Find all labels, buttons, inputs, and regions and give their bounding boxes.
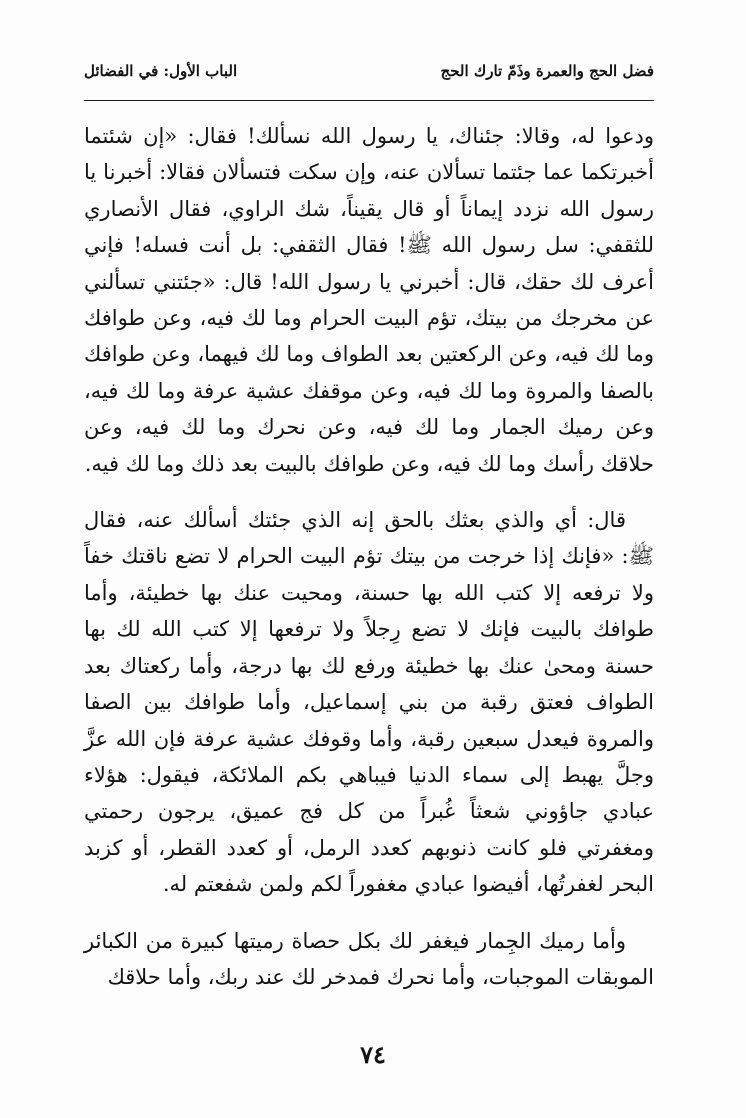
chapter-title: الباب الأول: في الفضائل <box>84 62 238 80</box>
page-number: ٧٤ <box>360 1040 386 1069</box>
paragraph-2: قال: أي والذي بعثك بالحق إنه الذي جئتك أسألك عنه، فقال ﷺ: «فإنك إذا خرجت من بيتك تؤم البيت الحرام لا تضع ناقتك خفاً ولا ترفعه إلا كتب الله بها حسنة، ومحيت عنك بها خطيئة، وأما طوافك بالبيت فإنك لا تضع رِجلاً ولا ترفعها إلا كتب الله لك بها حسنة ومحىٰ عنك بها خطيئة ورفع لك بها درجة، وأما ركعتاك بعد الطواف فعتق رقبة من بني إسماعيل، وأما طوافك بين الصفا والمروة فيعدل سبعين رقبة، وأما وقوفك عشية عرفة فإن الله عزَّ وجلَّ يهبط إلى سماء الدنيا فيباهي بكم الملائكة، فيقول: هؤلاء عبادي جاؤوني شعثاً غُبراً من كل فج عميق، يرجون رحمتي ومغفرتي فلو كانت ذنوبهم كعدد الرمل، أو كعدد القطر، أو كزبد البحر لغفرتُها، أفيضوا عبادي مغفوراً لكم ولمن شفعتم له. <box>84 508 654 897</box>
book-title: فضل الحج والعمرة وذَمّ تارك الحج <box>440 62 654 80</box>
paragraph-spacer <box>84 482 654 502</box>
running-header <box>84 58 654 92</box>
paragraph-3: وأما رميك الجِمار فيغفر لك بكل حصاة رميتها كبيرة من الكبائر الموبقات الموجبات، وأما نحرك فمدخر لك عند ربك، وأما حلاقك <box>84 928 654 989</box>
header-divider <box>84 100 654 101</box>
main-text <box>84 118 654 995</box>
paragraph-1: ودعوا له، وقالا: جئناك، يا رسول الله نسألك! فقال: «إن شئتما أخبرتكما عما جئتما تسألان عنه، وإن سكت فتسألان فقالا: أخبرنا يا رسول الله نزدد إيماناً أو قال يقيناً، شك الراوي، فقال الأنصاري للثقفي: سل رسول الله ﷺ! فقال الثقفي: بل أنت فسله! فإني أعرف لك حقك، قال: أخبرني يا رسول الله! قال: «جئتني تسألني عن مخرجك من بيتك، تؤم البيت الحرام وما لك فيه، وعن طوافك وما لك فيه، وعن الركعتين بعد الطواف وما لك فيهما، وعن طوافك بالصفا والمروة وما لك فيه، وعن موقفك عشية عرفة وما لك فيه، وعن رميك الجمار وما لك فيه، وعن نحرك وما لك فيه، وعن حلاقك رأسك وما لك فيه، وعن طوافك بالبيت بعد ذلك وما لك فيه. <box>84 124 654 476</box>
paragraph-spacer <box>84 903 654 923</box>
